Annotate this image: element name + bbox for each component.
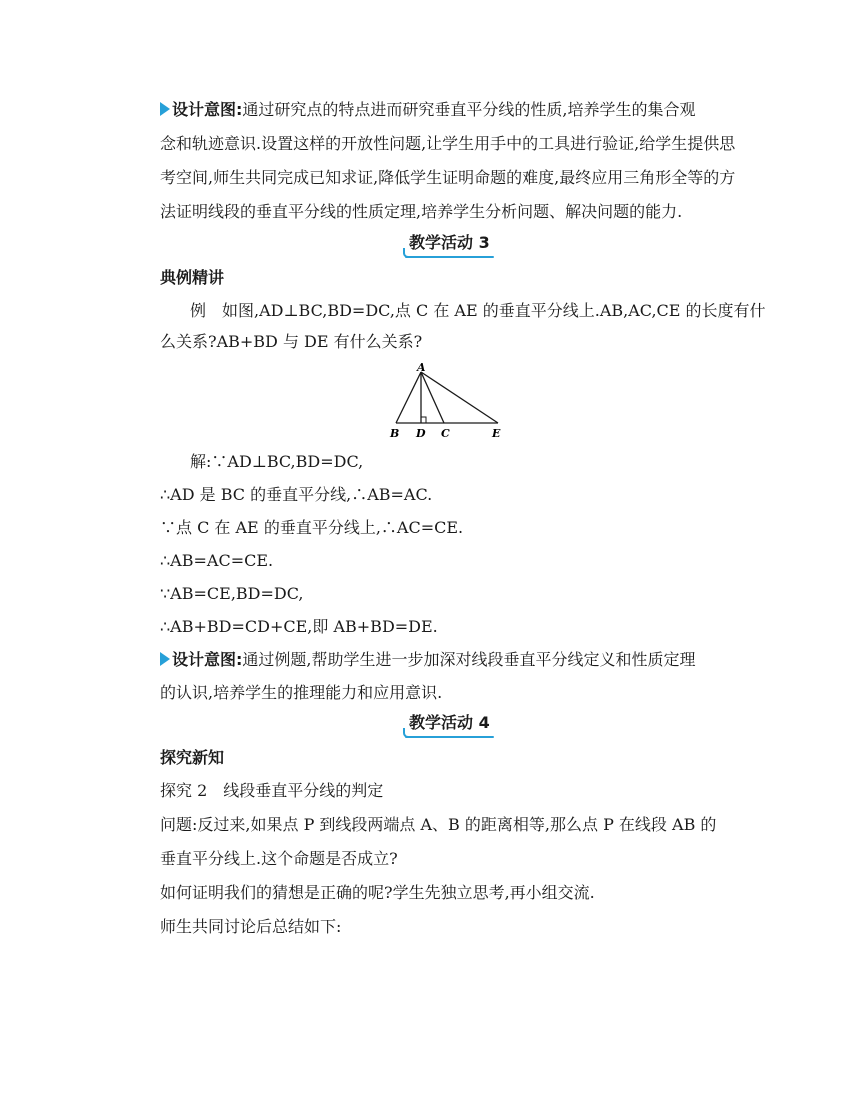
solution-line-1: 解:∵AD⊥BC,BD=DC, — [190, 452, 364, 471]
design-intent-1-line-2: 念和轨迹意识.设置这样的开放性问题,让学生用手中的工具进行验证,给学生提供思 — [160, 134, 736, 153]
segment-ab — [396, 372, 421, 423]
design-intent-1-line-1: 设计意图:通过研究点的特点进而研究垂直平分线的性质,培养学生的集合观 — [160, 100, 720, 120]
design-intent-label: 设计意图: — [172, 100, 243, 119]
activity-4-heading: 教学活动 4 — [409, 713, 490, 737]
explore-paragraph-line-1: 问题:反过来,如果点 P 到线段两端点 A、B 的距离相等,那么点 P 在线段 AB 的 — [160, 815, 717, 834]
design-intent-1-line-4: 法证明线段的垂直平分线的性质定理,培养学生分析问题、解决问题的能力. — [160, 202, 683, 221]
triangle-figure — [386, 360, 506, 442]
solution-line-2: ∴AD 是 BC 的垂直平分线,∴AB=AC. — [160, 485, 433, 504]
label-a: A — [417, 361, 426, 374]
activity-3-heading: 教学活动 3 — [409, 233, 490, 257]
right-angle-mark — [421, 417, 426, 423]
label-e: E — [492, 427, 501, 440]
design-intent-2-line-1: 设计意图:通过例题,帮助学生进一步加深对线段垂直平分线定义和性质定理 — [160, 650, 720, 670]
example-section-title: 典例精讲 — [160, 268, 225, 287]
explore-paragraph-line-3: 如何证明我们的猜想是正确的呢?学生先独立思考,再小组交流. — [160, 883, 595, 902]
solution-line-4: ∴AB=AC=CE. — [160, 551, 274, 570]
solution-line-6: ∴AB+BD=CD+CE,即 AB+BD=DE. — [160, 617, 438, 636]
label-b: B — [390, 427, 400, 440]
design-intent-1-line-3: 考空间,师生共同完成已知求证,降低学生证明命题的难度,最终应用三角形全等的方 — [160, 168, 736, 187]
design-intent-label: 设计意图: — [172, 650, 243, 669]
solution-line-5: ∵AB=CE,BD=DC, — [160, 584, 304, 603]
label-d: D — [416, 427, 426, 440]
explore-paragraph-line-4: 师生共同讨论后总结如下: — [160, 917, 342, 936]
example-question-line-2: 么关系?AB+BD 与 DE 有什么关系? — [160, 332, 423, 351]
design-intent-2-line-2: 的认识,培养学生的推理能力和应用意识. — [160, 683, 443, 702]
explore-section-title: 探究新知 — [160, 748, 225, 767]
explore-paragraph-line-2: 垂直平分线上.这个命题是否成立? — [160, 849, 398, 868]
label-c: C — [441, 427, 450, 440]
example-question-line-1: 例 如图,AD⊥BC,BD=DC,点 C 在 AE 的垂直平分线上.AB,AC,CE 的长度有什 — [190, 301, 766, 320]
explore-subheading: 探究 2 线段垂直平分线的判定 — [160, 781, 384, 800]
triangle-marker-icon — [160, 102, 170, 116]
solution-line-3: ∵点 C 在 AE 的垂直平分线上,∴AC=CE. — [160, 518, 464, 537]
triangle-marker-icon — [160, 652, 170, 666]
